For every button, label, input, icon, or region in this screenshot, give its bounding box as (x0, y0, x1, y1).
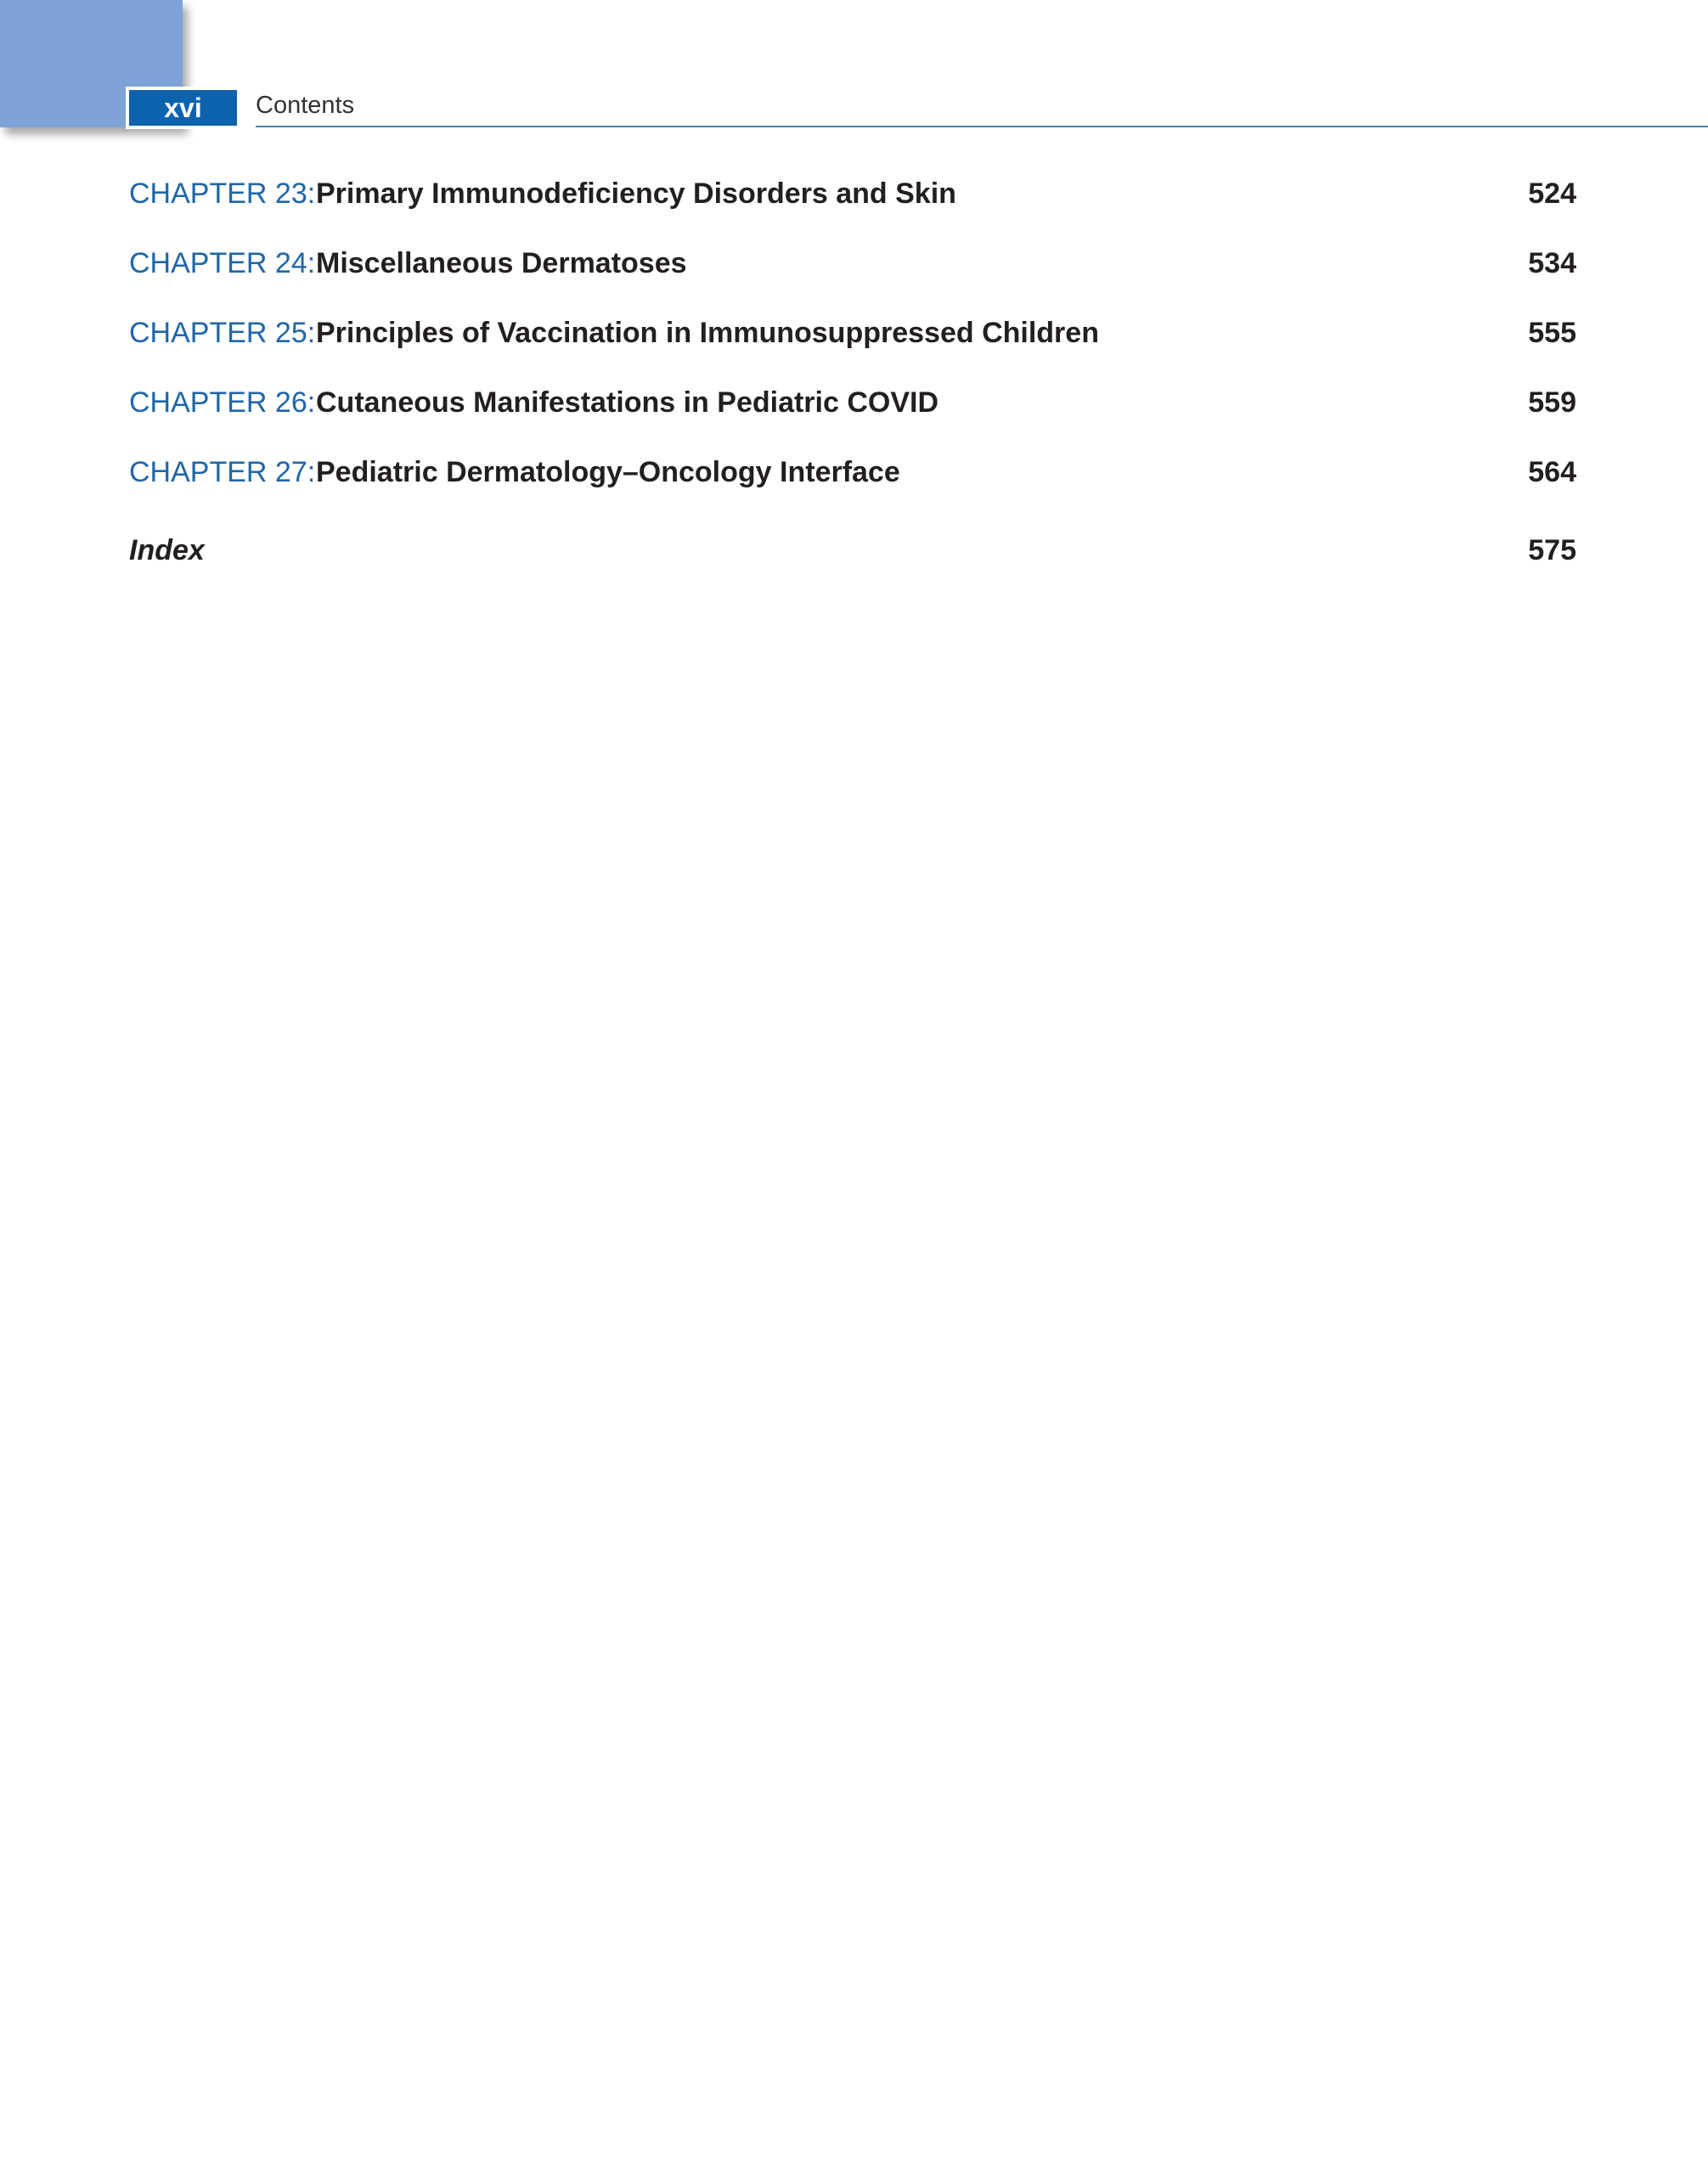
chapter-title: Primary Immunodeficiency Disorders and Skin (316, 177, 956, 210)
page-reference: 564 (1528, 456, 1576, 488)
chapter-label: CHAPTER 24: (129, 247, 316, 279)
page-reference: 555 (1528, 317, 1576, 349)
toc-entry[interactable] (129, 382, 1576, 423)
chapter-label: CHAPTER 25: (129, 317, 316, 349)
chapter-label: CHAPTER 26: (129, 386, 316, 419)
toc-index-entry[interactable] (129, 530, 1576, 571)
chapter-title: Cutaneous Manifestations in Pediatric COVID (316, 386, 939, 419)
chapter-title: Miscellaneous Dermatoses (316, 247, 687, 279)
page-reference: 575 (1528, 534, 1576, 566)
page-reference: 559 (1528, 386, 1576, 419)
toc-entry[interactable] (129, 452, 1576, 493)
index-label: Index (129, 534, 205, 566)
chapter-title: Pediatric Dermatology–Oncology Interface (316, 456, 900, 488)
page-reference: 524 (1528, 177, 1576, 210)
page-number: xvi (129, 90, 237, 126)
toc-entry[interactable] (129, 243, 1576, 284)
chapter-label: CHAPTER 23: (129, 177, 316, 210)
toc-entry[interactable] (129, 313, 1576, 353)
page-reference: 534 (1528, 247, 1576, 279)
header-rule (256, 126, 1708, 127)
running-head: Contents (256, 92, 355, 119)
chapter-label: CHAPTER 27: (129, 456, 316, 488)
toc-entry[interactable] (129, 173, 1576, 214)
chapter-title: Principles of Vaccination in Immunosuppressed Children (316, 317, 1099, 349)
